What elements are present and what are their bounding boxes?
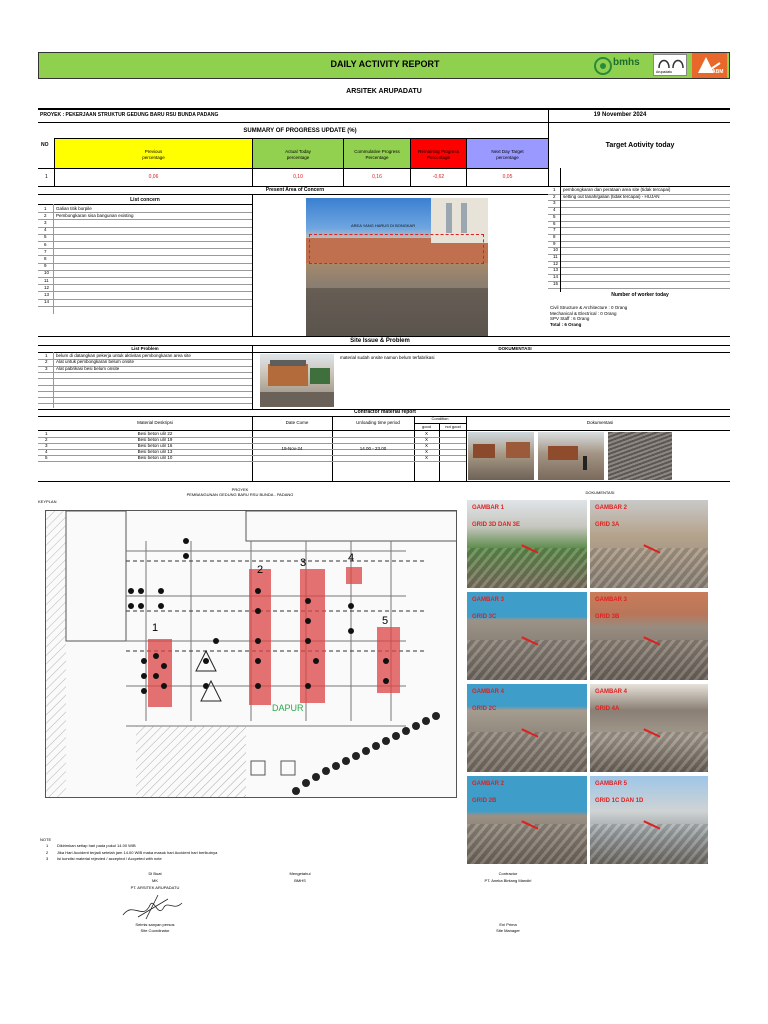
doc-photo: [590, 776, 708, 864]
target-item-no: 10: [553, 247, 559, 253]
concern-item-no: 14: [44, 299, 50, 305]
concern-row-line: [38, 306, 252, 307]
concern-item-text: Pembongkaran sisa bangunan existing: [56, 212, 134, 218]
col-previous: Previous percentage: [142, 149, 165, 160]
material-photo-1: [468, 432, 534, 480]
arupadatu-logo-icon: [655, 56, 687, 70]
target-row-line: [548, 267, 730, 268]
summary-row-no: 1: [45, 174, 48, 180]
note-no: 2: [46, 849, 49, 855]
doc-photo-grid: GRID 4A: [595, 706, 620, 712]
target-row-line: [548, 234, 730, 235]
target-item-no: 11: [553, 254, 558, 259]
material-col-good: good: [422, 424, 431, 429]
value-actual: 0,10: [293, 174, 303, 180]
doc-photo-grid: GRID 3B: [595, 614, 620, 620]
concern-photo: [306, 198, 488, 336]
value-cumulative: 0,16: [372, 174, 382, 180]
sig-1-role: Di Buat: [148, 871, 162, 876]
material-col-doc: Dokumentasi: [586, 420, 614, 425]
material-photo-3: [608, 432, 672, 480]
issues-doc-note: material sudah onsite namun belum terfabrikasi: [340, 355, 435, 360]
target-item-no: 13: [553, 267, 559, 273]
issues-title: Site Issue & Problem: [350, 338, 410, 344]
doc-photo-grid: GRID 1C DAN 1D: [595, 798, 644, 804]
doc-photo: [590, 684, 708, 772]
concern-row-line: [38, 219, 252, 220]
concern-photo-caption: AREA YANG HARUS DI BONGKAR: [351, 223, 416, 228]
material-row-good: X: [424, 443, 428, 448]
issue-row-line: [38, 403, 252, 404]
concern-item-no: 13: [44, 291, 50, 297]
concern-item-no: 8: [44, 255, 47, 261]
issues-list-title: List Problem: [131, 346, 159, 351]
doc-photo: [590, 500, 708, 588]
concern-item-no: 10: [44, 270, 50, 276]
issue-item-no: 3: [45, 365, 48, 371]
target-item-no: 12: [553, 260, 559, 266]
doc-photo-label: GAMBAR 1: [472, 505, 505, 511]
concern-item-no: 2: [44, 212, 47, 218]
issue-item-no: 2: [45, 359, 48, 365]
value-previous: 0,06: [148, 174, 159, 180]
target-row-line: [548, 241, 730, 242]
concern-row-line: [38, 284, 252, 285]
concern-row-line: [38, 248, 252, 249]
material-col-time: Unloading time period: [356, 420, 400, 425]
report-title: DAILY ACTIVITY REPORT: [330, 59, 440, 69]
workers-title: Number of worker today: [611, 292, 669, 298]
rubble: [467, 548, 587, 588]
material-row-good: X: [424, 437, 428, 442]
keyplan-area-label: DAPUR: [272, 703, 304, 713]
concern-row-line: [38, 270, 252, 271]
sig-1-sub: MK: [152, 878, 158, 883]
material-col-desc: Material Deskripsi: [137, 420, 173, 425]
sig-1-title: Site Coordinator: [140, 928, 170, 933]
doc-photo-grid: GRID 2B: [472, 798, 497, 804]
material-row-desc: Besi beton ulir 22: [137, 431, 173, 436]
issue-row-line: [38, 385, 252, 386]
material-row-good: X: [424, 431, 428, 436]
bmhs-logo: [593, 55, 653, 77]
material-row-line: [38, 461, 466, 462]
issues-doc-title: DOKUMENTASI: [498, 346, 532, 351]
material-row-no: 3: [45, 443, 48, 448]
doc-photo-label: GAMBAR 3: [595, 597, 628, 603]
abm-logo-text: ABM: [712, 69, 724, 75]
issue-row-line: [38, 397, 252, 398]
target-row-line: [548, 281, 730, 282]
keyplan-zone-3: 3: [300, 557, 307, 569]
keyplan-zone-2: 2: [257, 564, 264, 576]
doc-photo: [467, 500, 587, 588]
target-item-no: 4: [553, 207, 556, 213]
target-row-line: [548, 288, 730, 289]
rubble: [590, 548, 708, 588]
material-row-desc: Besi beton ulir 19: [137, 437, 173, 442]
doc-photo-grid: GRID 2C: [472, 706, 497, 712]
material-row-good: X: [424, 449, 428, 454]
target-item-no: 15: [553, 280, 559, 286]
issue-item-text: belum di datangkan pekerja untuk aktivitas pembongkaran area site: [56, 353, 191, 358]
concern-item-no: 12: [44, 284, 50, 290]
col-actual: Actual Today percentage: [285, 149, 311, 160]
doc-photo: [467, 592, 587, 680]
worker-line: Total : 6 Orang: [550, 321, 582, 327]
target-row-line: [548, 207, 730, 208]
keyplan-zone-5: 5: [382, 615, 389, 627]
sig-3-role: Contractor: [498, 871, 518, 876]
notes-title: NOTE: [40, 837, 52, 842]
concern-row-line: [38, 241, 252, 242]
signature-scribble: [118, 893, 188, 923]
doc-photo: [590, 592, 708, 680]
target-item-no: 8: [553, 233, 556, 239]
rubble: [467, 732, 587, 772]
target-item-no: 7: [553, 227, 556, 233]
keyplan-drawing: [45, 510, 457, 798]
material-col-condition: Condition: [431, 416, 449, 421]
doc-photo-grid: GRID 3C: [472, 614, 497, 620]
worker-line: Mechanical & Electrical : 0 Orang: [550, 310, 617, 316]
material-time: 14.00 - 23.00: [359, 446, 387, 451]
doc-photo-label: GAMBAR 4: [595, 689, 628, 695]
value-nextday: 0,05: [502, 174, 513, 180]
doc-photo: [467, 776, 587, 864]
keyplan-subtitle: PEMBANGUNAN GEDUNG BARU RSU BUNDA - PADANG: [186, 492, 294, 497]
concern-row-line: [38, 263, 252, 264]
project-label: PROYEK : PEKERJAAN STRUKTUR GEDUNG BARU RSU BUNDA PADANG: [40, 112, 219, 118]
note-text: Jika Hari Accident terjadi setelah jam 14.00 WIB maka masuk hari Accident hari berikutnya: [57, 849, 218, 855]
bmhs-logo-text: bmhs: [613, 57, 640, 68]
doc-photo-label: GAMBAR 2: [595, 505, 628, 511]
issue-row-line: [38, 391, 252, 392]
material-row-no: 2: [45, 437, 48, 442]
doc-photo-label: GAMBAR 2: [472, 781, 505, 787]
summary-title: SUMMARY OF PROGRESS UPDATE (%): [243, 128, 357, 134]
target-title: Target Aotivity today: [605, 142, 675, 149]
target-item-text: pembongkaran dan perataan area site (tidak tercapai): [563, 187, 671, 192]
sig-3-name: Eni Prima: [499, 922, 517, 927]
sig-3-sub: PT. Aneka Bintang Mandiri: [484, 878, 532, 883]
issue-row-line: [38, 378, 252, 379]
target-no-divider: [560, 168, 561, 292]
target-item-no: 14: [553, 274, 559, 280]
concern-item-no: 3: [44, 219, 47, 225]
col-nextday: Next Day Target percentage: [491, 149, 524, 160]
keyplan-proyek: PROYEK: [231, 487, 249, 492]
concern-row-line: [38, 234, 252, 235]
target-item-no: 2: [553, 193, 556, 199]
concern-item-no: 7: [44, 248, 47, 254]
material-row-no: 5: [45, 455, 48, 460]
note-no: 1: [46, 843, 49, 848]
doc-photo-label: GAMBAR 3: [472, 597, 505, 603]
concern-item-no: 9: [44, 263, 47, 269]
target-row-line: [548, 247, 730, 248]
concern-no-divider: [53, 204, 54, 314]
concern-item-no: 5: [44, 234, 47, 240]
worker-line: SPV Staff : 6 Orang: [550, 316, 590, 321]
doc-photo-grid: GRID 3A: [595, 522, 620, 528]
target-row-line: [548, 221, 730, 222]
concern-row-line: [38, 299, 252, 300]
concern-row-line: [38, 255, 252, 256]
doc-photo-label: GAMBAR 5: [595, 781, 628, 787]
target-item-no: 1: [553, 187, 556, 192]
arupadatu-logo-text: Arupadatu: [656, 70, 673, 74]
target-item-no: 9: [553, 240, 556, 246]
material-date: 19-Nov-24: [281, 446, 303, 451]
rubble: [467, 640, 587, 680]
concern-list-title: List concern: [130, 197, 160, 203]
concern-item-no: 6: [44, 241, 47, 247]
material-row-desc: Besi beton ulir 10: [137, 455, 173, 460]
bmhs-logo-icon: [593, 56, 613, 76]
summary-no-header: NO: [41, 142, 49, 148]
target-item-no: 6: [553, 220, 556, 226]
concern-item-no: 4: [44, 227, 47, 233]
material-row-good: X: [424, 455, 428, 460]
keyplan-svg: [46, 511, 457, 798]
note-text: Dikirimkan setiap hari pada pukul 14.00 WIB: [57, 843, 136, 848]
issue-item-text: Alat untuk pembongkaran belum onsite: [56, 359, 135, 365]
target-item-no: 5: [553, 213, 556, 219]
material-row-no: 4: [45, 449, 48, 454]
material-col-notgood: not good: [445, 424, 461, 429]
material-row-desc: Besi beton ulir 16: [137, 443, 173, 448]
arupadatu-logo: [653, 54, 687, 76]
col-cumulative: Commulative Progress Percentage: [354, 149, 400, 160]
col-remaining: Remaining Progress Percentage: [418, 149, 459, 160]
rubble: [467, 824, 587, 864]
abm-logo: [692, 53, 727, 78]
dokumentasi-title: DOKUMENTASI: [585, 490, 615, 495]
rubble: [590, 640, 708, 680]
material-row-desc: Besi beton ulir 13: [137, 449, 173, 454]
org-name: ARSITEK ARUPADATU: [346, 88, 422, 95]
keyplan-zone-1: 1: [152, 622, 159, 634]
concern-row-line: [38, 227, 252, 228]
concern-row-line: [38, 291, 252, 292]
target-row-line: [548, 274, 730, 275]
doc-photo-label: GAMBAR 4: [472, 689, 505, 695]
keyplan-zone-4: 4: [348, 552, 355, 564]
target-row-line: [548, 214, 730, 215]
concern-item-no: 11: [44, 277, 49, 283]
sig-1-org: PT. ARSITEK ARUPADATU: [130, 885, 180, 890]
concern-item-no: 1: [44, 205, 47, 211]
material-col-date: Date Come: [285, 420, 309, 425]
material-row-no: 1: [45, 431, 48, 436]
target-row-line: [548, 254, 730, 255]
issue-item-text: Alat pabrikasi besi belum onsite: [56, 365, 120, 371]
note-no: 3: [46, 856, 49, 861]
material-photo-2: [538, 432, 604, 480]
sig-2-sub: BMHS: [294, 878, 306, 883]
concern-item-text: Galian titik borpile: [56, 205, 92, 211]
concern-row-line: [38, 277, 252, 278]
keyplan-label: KEYPLAN: [38, 499, 57, 504]
issue-item-no: 1: [45, 353, 48, 358]
issue-photo: [260, 354, 334, 407]
target-row-line: [548, 227, 730, 228]
rubble: [590, 732, 708, 772]
sig-2-role: Mengetahui: [289, 871, 311, 876]
note-text: Isi kondisi material rejected / accepted / Accpeted with note: [57, 856, 162, 861]
value-remaining: -0,62: [432, 174, 445, 180]
report-date: 19 November 2024: [593, 112, 647, 118]
issue-no-divider: [53, 352, 54, 408]
doc-photo: [467, 684, 587, 772]
target-item-text: setting out tanah/galian (tidak tercapai) - HUJAN: [563, 193, 660, 199]
issue-row-line: [38, 372, 252, 373]
target-row-line: [548, 200, 730, 201]
sig-3-title: Site Manager: [496, 928, 520, 933]
target-row-line: [548, 261, 730, 262]
material-title: Contractor material report: [354, 409, 416, 415]
doc-photo-grid: GRID 3D DAN 3E: [472, 522, 521, 528]
sig-1-name: Selmis sanyan persos: [135, 922, 175, 927]
worker-line: Civil Structure & Architecture : 0 Orang: [550, 305, 628, 310]
target-item-no: 3: [553, 200, 556, 206]
rubble: [590, 824, 708, 864]
concern-title: Present Area of Concern: [265, 187, 325, 193]
